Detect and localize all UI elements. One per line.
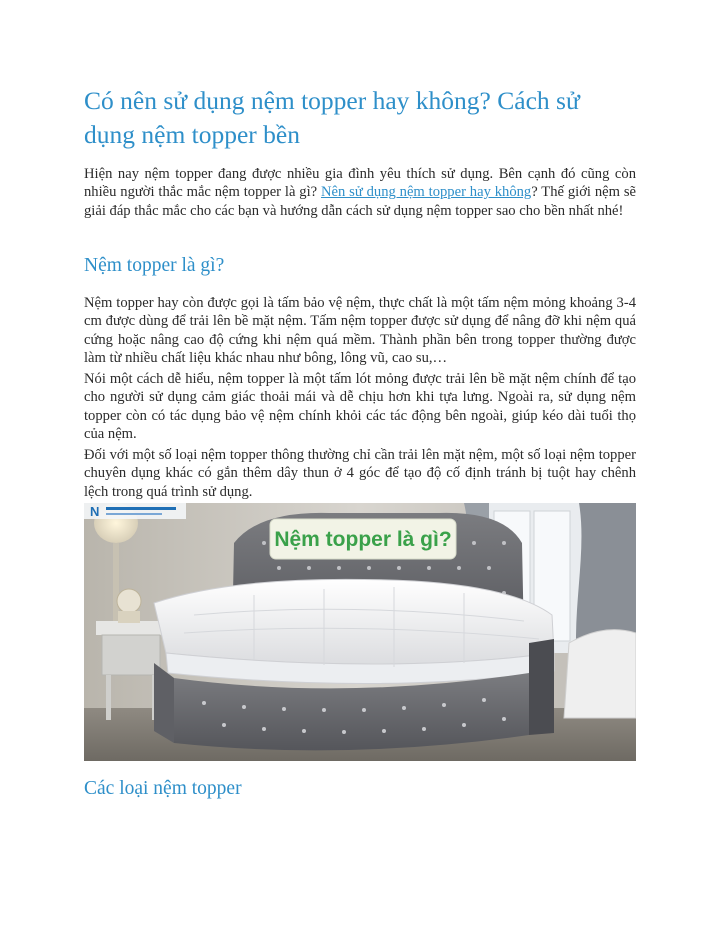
section-heading-what-is: Nệm topper là gì?	[84, 255, 225, 276]
intro-link[interactable]: Nên sử dụng nệm topper hay không	[320, 184, 532, 201]
body-paragraph: Đối với một số loại nệm topper thông thường chỉ cần trải lên mặt nệm, một số loại nệm topper chuyên dụng khác có gắn thêm dây thun ở 4 góc để tạo độ cố định tránh bị tuột hay chênh lệch trong quá trình sử dụng.	[84, 447, 636, 500]
intro-text-before: Hiện nay nệm topper đang được nhiều gia đình yêu thích sử dụng. Bên cạnh đó cũng còn nhiều người thắc mắc nệm topper là gì?	[84, 166, 636, 201]
intro-text-after: ? Thế giới nệm sẽ giải đáp thắc mắc cho các bạn và hướng dẫn cách sử dụng nệm topper sao cho bền nhất nhé!	[84, 184, 636, 219]
body-paragraph: Nói một cách dễ hiểu, nệm topper là một tấm lót mỏng được trải lên bề mặt nệm chính để tạo cho người sử dụng cảm giác thoải mái và dễ chịu hơn khi tựa lưng. Ngoài ra, sử dụng nệm topper còn có tác dụng bảo vệ nệm chính khỏi các tác động bên ngoài, giúp kéo dài tuổi thọ của nệm.	[84, 371, 636, 443]
body-paragraph: Nệm topper hay còn được gọi là tấm bảo vệ nệm, thực chất là một tấm nệm mỏng khoảng 3-4 cm được dùng để trải lên bề mặt nệm. Tấm nệm topper được sử dụng để nâng đỡ khi nệm quá cứng hoặc nâng cao độ cứng khi nệm quá mềm. Thành phần bên trong topper thường được làm từ nhiều chất liệu khác nhau như bông, lông vũ, cao su,…	[84, 295, 636, 367]
topper-photo	[84, 503, 636, 761]
bedroom-illustration	[84, 503, 636, 761]
page-title: Có nên sử dụng nệm topper hay không? Cách sử dụng nệm topper bền	[84, 86, 580, 149]
brand-logo: N	[90, 504, 100, 519]
photo-banner-text: Nệm topper là gì?	[274, 528, 452, 551]
section-heading-types: Các loại nệm topper	[84, 778, 242, 799]
intro-paragraph	[84, 165, 636, 220]
